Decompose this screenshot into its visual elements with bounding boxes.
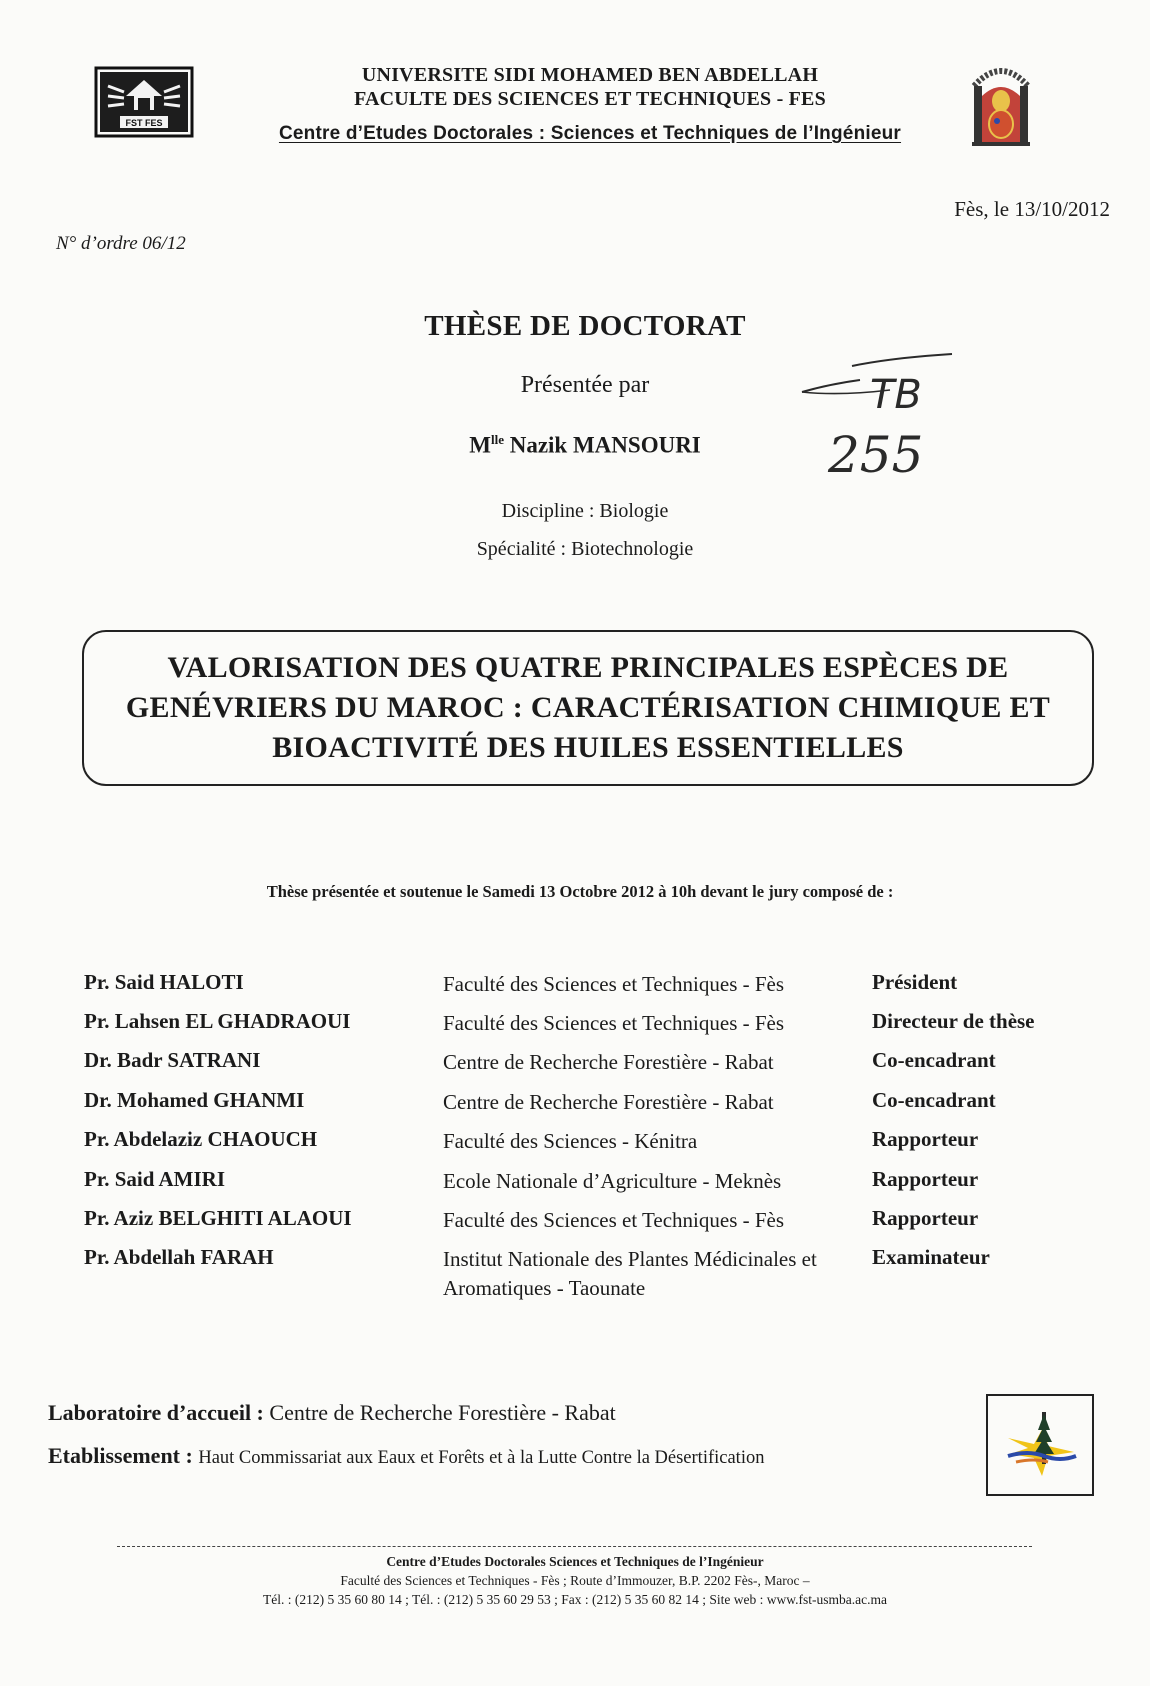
left-logo-text: FST FES [125, 118, 163, 128]
fst-fes-logo [94, 66, 194, 138]
jury-role: Co-encadrant [872, 1088, 996, 1112]
jury-institution: Institut Nationale des Plantes Médicinales et Aromatiques - Taounate [443, 1247, 817, 1300]
jury-name: Dr. Mohamed GHANMI [84, 1088, 305, 1112]
footer-contacts: Tél. : (212) 5 35 60 80 14 ; Tél. : (212) 5 35 60 29 53 ; Fax : (212) 5 35 60 82 14 ; Site web : www.fst-usmba.ac.ma [263, 1592, 887, 1607]
handwritten-annotation [800, 350, 980, 490]
jury-institution: Faculté des Sciences - Kénitra [443, 1129, 698, 1153]
author-prefix-sup: lle [490, 432, 504, 447]
jury-institution: Faculté des Sciences et Techniques - Fès [443, 1011, 785, 1035]
handwritten-number: 255 [828, 426, 924, 484]
jury-institution: Centre de Recherche Forestière - Rabat [443, 1090, 774, 1114]
university-name: UNIVERSITE SIDI MOHAMED BEN ABDELLAH [361, 64, 819, 86]
jury-role: Président [872, 970, 958, 994]
doctoral-center-name: Centre d’Etudes Doctorales : Sciences et Techniques de l’Ingénieur [278, 123, 902, 144]
host-laboratory-value: Centre de Recherche Forestière - Rabat [269, 1400, 616, 1425]
jury-role: Examinateur [872, 1245, 990, 1269]
establishment-value: Haut Commissariat aux Eaux et Forêts et à la Lutte Contre la Désertification [198, 1448, 765, 1468]
jury-institution: Centre de Recherche Forestière - Rabat [443, 1050, 774, 1074]
jury-name: Pr. Said HALOTI [84, 970, 244, 994]
usmba-emblem [966, 56, 1036, 151]
footer-center-name: Centre d’Etudes Doctorales Sciences et Techniques de l’Ingénieur [386, 1554, 764, 1569]
jury-name: Pr. Said AMIRI [84, 1167, 226, 1191]
establishment [48, 1443, 764, 1469]
establishment-label: Etablissement : [48, 1443, 193, 1468]
jury-name: Pr. Abdellah FARAH [84, 1245, 274, 1269]
jury-role: Rapporteur [872, 1127, 979, 1151]
thesis-title-box [82, 630, 1094, 786]
jury-name: Pr. Lahsen EL GHADRAOUI [84, 1009, 351, 1033]
handwritten-code: TB [870, 372, 922, 418]
speciality: Spécialité : Biotechnologie [476, 538, 694, 560]
jury-name: Pr. Aziz BELGHITI ALAOUI [84, 1206, 352, 1230]
jury-role: Co-encadrant [872, 1048, 996, 1072]
footer-divider [117, 1546, 1032, 1547]
thesis-title: VALORISATION DES QUATRE PRINCIPALES ESPÈCES DE GENÉVRIERS DU MAROC : CARACTÉRISATION CHIMIQUE ET BIOACTIVITÉ DES HUILES ESSENTIELLES [125, 651, 1051, 764]
jury-role: Rapporteur [872, 1206, 979, 1230]
defense-statement: Thèse présentée et soutenue le Samedi 13 Octobre 2012 à 10h devant le jury composé de : [266, 882, 894, 901]
order-number: N° d’ordre 06/12 [56, 233, 186, 254]
discipline: Discipline : Biologie [501, 500, 669, 522]
author-name: Nazik MANSOURI [509, 432, 701, 458]
footer-address: Faculté des Sciences et Techniques - Fès ; Route d’Immouzer, B.P. 2202 Fès-, Maroc – [340, 1573, 810, 1588]
host-laboratory-label: Laboratoire d’accueil : [48, 1400, 264, 1425]
jury-role: Directeur de thèse [872, 1009, 1035, 1033]
page-title: THÈSE DE DOCTORAT [424, 310, 746, 342]
jury-institution: Ecole Nationale d’Agriculture - Meknès [443, 1169, 782, 1193]
faculty-name: FACULTE DES SCIENCES ET TECHNIQUES - FES [354, 88, 826, 110]
host-laboratory [48, 1400, 616, 1426]
jury-role: Rapporteur [872, 1167, 979, 1191]
author-prefix: M [469, 432, 491, 458]
jury-institution: Faculté des Sciences et Techniques - Fès [443, 972, 785, 996]
jury-name: Pr. Abdelaziz CHAOUCH [84, 1127, 318, 1151]
forestry-research-logo [986, 1394, 1094, 1496]
jury-institution: Faculté des Sciences et Techniques - Fès [443, 1208, 785, 1232]
jury-name: Dr. Badr SATRANI [84, 1048, 261, 1072]
presented-by: Présentée par [520, 372, 650, 398]
date-line: Fès, le 13/10/2012 [954, 197, 1110, 221]
